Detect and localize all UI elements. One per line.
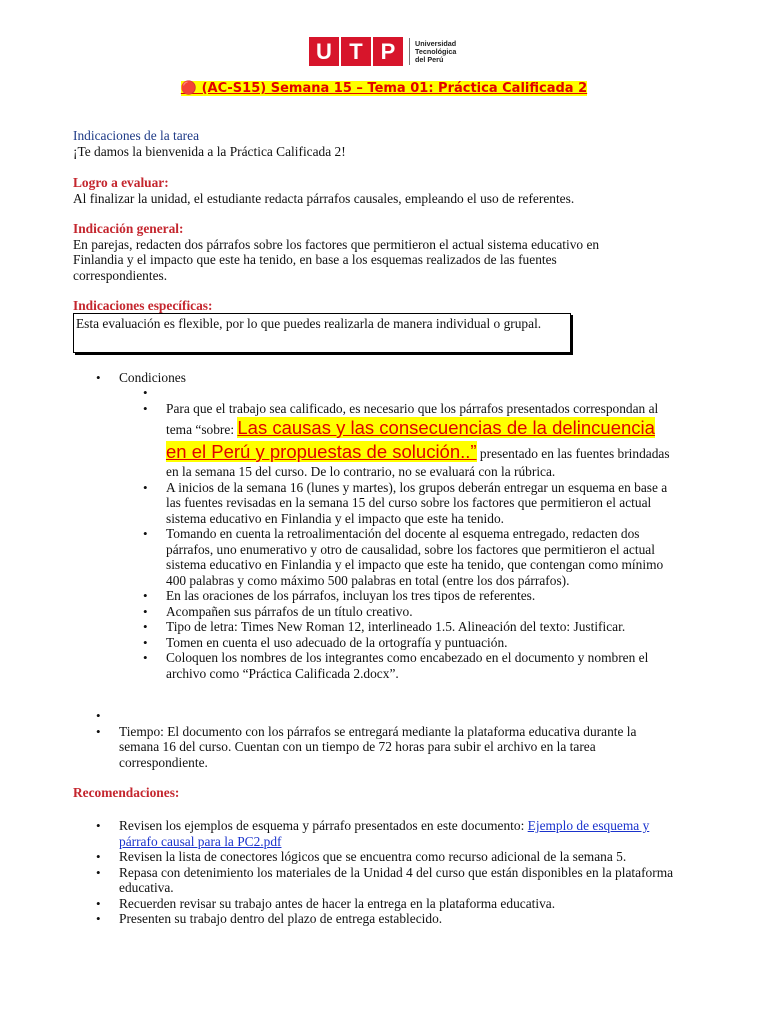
list-item <box>166 385 678 401</box>
goal-text: Al finalizar la unidad, el estudiante redacta párrafos causales, empleando el uso de referentes. <box>73 190 575 206</box>
list-item <box>119 708 679 724</box>
conditions-label: • Condiciones <box>119 370 679 386</box>
flexible-evaluation-text: Esta evaluación es flexible, por lo que puedes realizarla de manera individual o grupal. <box>76 316 542 331</box>
logo-line-3: del Perú <box>415 54 444 64</box>
logo-university-name <box>415 40 456 64</box>
topic-intro-text: Para que el trabajo sea calificado, es necesario que los párrafos presentados correspondan al tema “sobre: <box>166 400 659 437</box>
example-intro-text: Revisen los ejemplos de esquema y párrafo presentados en este documento: <box>119 818 528 833</box>
list-item: • Acompañen sus párrafos de un título creativo. <box>166 604 678 620</box>
logo-letter-t: T <box>341 37 371 66</box>
list-item: • A inicios de la semana 16 (lunes y martes), los grupos deberán entregar un esquema en base a las fuentes revisadas en la semana 15 del curso sobre los factores que permitieron el actual sistema educativo en Finlandia y el impacto que este ha tenido. <box>166 480 678 527</box>
goal-heading: Logro a evaluar: <box>73 175 169 190</box>
document-title <box>0 81 768 96</box>
list-item: • Tipo de letra: Times New Roman 12, interlineado 1.5. Alineación del texto: Justificar. <box>166 619 678 635</box>
flexible-evaluation-box <box>73 313 571 353</box>
recommendations-list <box>73 818 679 927</box>
list-item: • Presenten su trabajo dentro del plazo de entrega establecido. <box>119 911 679 927</box>
logo-letter-u: U <box>309 37 339 66</box>
logo-divider <box>409 38 410 65</box>
topic-highlight: Las causas y las consecuencias de la delincuencia en el Perú y propuestas de solución..” <box>166 417 655 462</box>
list-item: • Coloquen los nombres de los integrantes como encabezado en el documento y nombren el archivo como “Práctica Calificada 2.docx”. <box>166 650 678 681</box>
logo-letter-p: P <box>373 37 403 66</box>
time-list <box>73 708 679 770</box>
general-instruction-section <box>73 221 643 283</box>
conditions-list <box>73 370 679 386</box>
list-item: • Tomando en cuenta la retroalimentación del docente al esquema entregado, redacten dos párrafos, uno enumerativo y otro de causalidad, sobre los factores que permitieron el actual sistema educativo en Finlandia y el impacto que este ha tenido, que contengan como mínimo 400 palabras y como máximo 500 palabras en total (entre los dos párrafos). <box>166 526 678 588</box>
goal-section <box>73 175 683 206</box>
list-item-example <box>119 818 679 849</box>
list-item: • En las oraciones de los párrafos, incluyan los tres tipos de referentes. <box>166 588 678 604</box>
list-item: • Repasa con detenimiento los materiales de la Unidad 4 del curso que están disponibles en la plataforma educativa. <box>119 865 679 896</box>
welcome-text: ¡Te damos la bienvenida a la Práctica Calificada 2! <box>73 143 346 159</box>
task-intro-section <box>73 128 683 159</box>
utp-logo <box>309 37 456 66</box>
list-item: • Revisen la lista de conectores lógicos que se encuentra como recurso adicional de la semana 5. <box>119 849 679 865</box>
document-title-text: 🔴 (AC-S15) Semana 15 – Tema 01: Práctica Calificada 2 <box>180 81 588 96</box>
conditions-sublist <box>120 385 678 681</box>
logo-line-1: Universidad <box>415 38 457 48</box>
list-item: • Recuerden revisar su trabajo antes de hacer la entrega en la plataforma educativa. <box>119 896 679 912</box>
time-item: • Tiempo: El documento con los párrafos se entregará mediante la plataforma educativa durante la semana 16 del curso. Cuentan con un tiempo de 72 horas para subir el archivo en la tarea correspondiente. <box>119 724 679 771</box>
example-pdf-link[interactable]: Ejemplo de esquema y párrafo causal para la PC2.pdf <box>119 818 650 849</box>
specific-instructions-heading: Indicaciones específicas: <box>73 298 213 313</box>
general-instruction-text: En parejas, redacten dos párrafos sobre los factores que permitieron el actual sistema educativo en Finlandia y el impacto que este ha tenido, en base a los esquemas realizados de las fuentes correspondientes. <box>73 236 600 283</box>
recommendations-heading: Recomendaciones: <box>73 785 180 800</box>
topic-after-text: presentado en las fuentes brindadas en la semana 15 del curso. De lo contrario, no se evaluará con la rúbrica. <box>166 446 670 479</box>
list-item-topic <box>166 401 678 480</box>
general-instruction-heading: Indicación general: <box>73 221 184 236</box>
logo-letters <box>309 37 403 66</box>
task-instructions-heading: Indicaciones de la tarea <box>73 128 200 143</box>
list-item: • Tomen en cuenta el uso adecuado de la ortografía y puntuación. <box>166 635 678 651</box>
logo-line-2: Tecnológica <box>415 46 457 56</box>
specific-instructions-heading-wrap <box>73 298 683 314</box>
recommendations-heading-wrap <box>73 785 683 801</box>
